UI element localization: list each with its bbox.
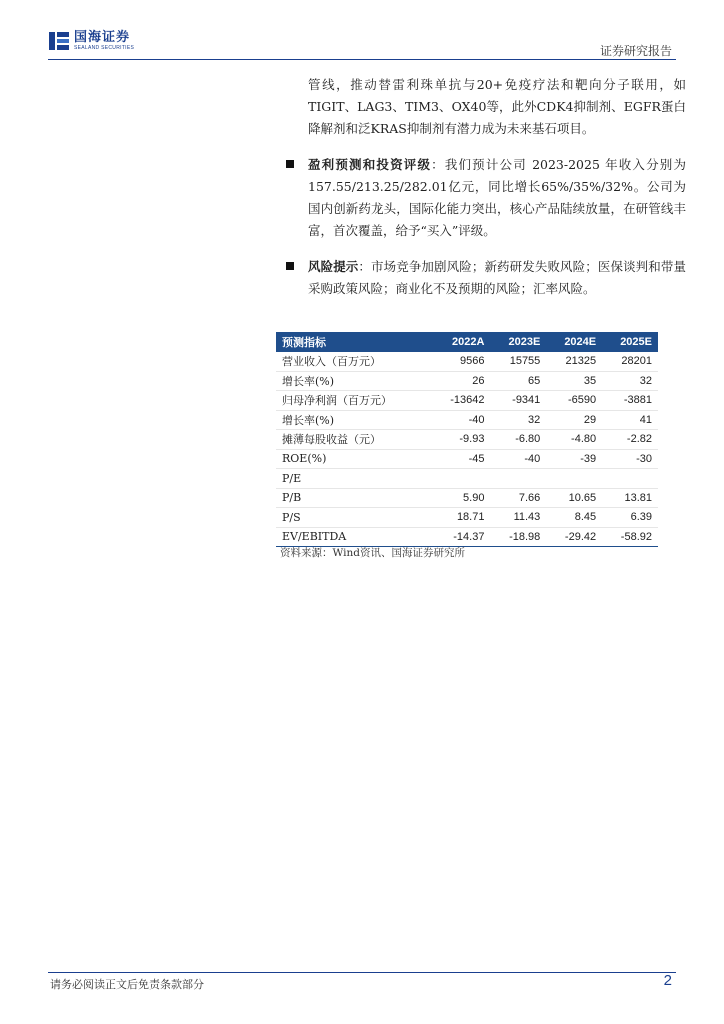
table-header-cell: 2025E [602,332,658,352]
page-header [48,30,676,60]
table-cell: 6.39 [602,508,658,528]
table-cell: 32 [602,371,658,391]
table-row [276,352,658,371]
row-label: 摊薄每股收益（元） [276,430,432,450]
table-cell [602,469,658,489]
table-cell: -3881 [602,391,658,411]
row-label: ROE(%) [276,449,432,469]
table-cell: 28201 [602,352,658,371]
table-cell: 10.65 [546,488,602,508]
table-cell: 65 [490,371,546,391]
table-row [276,469,658,489]
row-label: 归母净利润（百万元） [276,391,432,411]
bullet-forecast-rating [286,154,686,242]
table-row [276,449,658,469]
bullet-text: ：我们预计公司 2023-2025 年收入分别为157.55/213.25/282.01亿元，同比增长65%/35%/32%。公司为国内创新药龙头，国际化能力突出，核心产品陆续放量，在研管线丰富，首次覆盖，给予“买入”评级。 [308,157,686,238]
table-cell: 15755 [490,352,546,371]
table-cell: 11.43 [490,508,546,528]
table-cell: -9.93 [432,430,491,450]
table-cell: -9341 [490,391,546,411]
table-cell: -29.42 [546,527,602,547]
row-label: P/B [276,488,432,508]
table-cell: 5.90 [432,488,491,508]
bullet-paragraph [286,256,686,300]
logo-name-cn: 国海证券 [74,30,131,45]
footer-disclaimer: 请务必阅读正文后免责条款部分 [50,978,204,991]
bullet-title: 盈利预测和投资评级 [308,157,432,172]
table-cell [490,469,546,489]
table-cell: -18.98 [490,527,546,547]
square-bullet-icon [286,262,294,270]
table-cell: -45 [432,449,491,469]
company-logo [48,30,134,52]
table-row [276,410,658,430]
page-number: 2 [663,972,672,989]
bullet-text: ：市场竞争加剧风险；新药研发失败风险；医保谈判和带量采购政策风险；商业化不及预期的风险；汇率风险。 [308,259,686,296]
row-label: P/S [276,508,432,528]
table-cell: -6.80 [490,430,546,450]
table-header-cell: 预测指标 [276,332,432,352]
main-content [286,74,686,300]
footer-divider [48,972,676,973]
square-bullet-icon [286,160,294,168]
table-cell: 9566 [432,352,491,371]
table-cell: 35 [546,371,602,391]
forecast-table [276,332,658,547]
table-cell: -39 [546,449,602,469]
row-label: 增长率(%) [276,371,432,391]
table-cell: -6590 [546,391,602,411]
row-label: 营业收入（百万元） [276,352,432,371]
table-row [276,430,658,450]
bullet-paragraph [286,154,686,242]
table-row [276,508,658,528]
table-cell: -4.80 [546,430,602,450]
table-cell: -2.82 [602,430,658,450]
table-cell: -40 [432,410,491,430]
report-type-label: 证券研究报告 [599,44,672,58]
bullet-title: 风险提示 [308,259,359,274]
table-cell [546,469,602,489]
table-cell: 18.71 [432,508,491,528]
bullet-risk-warning [286,256,686,300]
table-cell: 29 [546,410,602,430]
table-header-cell: 2024E [546,332,602,352]
table-row [276,488,658,508]
table-row [276,371,658,391]
table-cell: 7.66 [490,488,546,508]
table-row [276,527,658,547]
table-cell: 21325 [546,352,602,371]
table-source-note: 资料来源：Wind资讯、国海证券研究所 [280,547,465,559]
table-cell: -40 [490,449,546,469]
table-cell: -14.37 [432,527,491,547]
header-divider [48,59,676,60]
table-cell: -30 [602,449,658,469]
table-header-cell: 2022A [432,332,491,352]
table-cell: -13642 [432,391,491,411]
table-cell: 13.81 [602,488,658,508]
sealand-logo-icon [48,30,70,52]
logo-name-en: SEALAND SECURITIES [74,45,135,51]
table-cell [432,469,491,489]
row-label: 增长率(%) [276,410,432,430]
row-label: EV/EBITDA [276,527,432,547]
table-cell: -58.92 [602,527,658,547]
table-cell: 41 [602,410,658,430]
row-label: P/E [276,469,432,489]
table-row [276,391,658,411]
table-cell: 8.45 [546,508,602,528]
table-header-cell: 2023E [490,332,546,352]
table-cell: 26 [432,371,491,391]
table-header-row [276,332,658,352]
intro-paragraph: 管线，推动替雷利珠单抗与20+免疫疗法和靶向分子联用，如TIGIT、LAG3、TIM3、OX40等，此外CDK4抑制剂、EGFR蛋白降解剂和泛KRAS抑制剂有潜力成为未来基石项目。 [308,77,686,136]
logo-text [74,31,134,51]
table-cell: 32 [490,410,546,430]
